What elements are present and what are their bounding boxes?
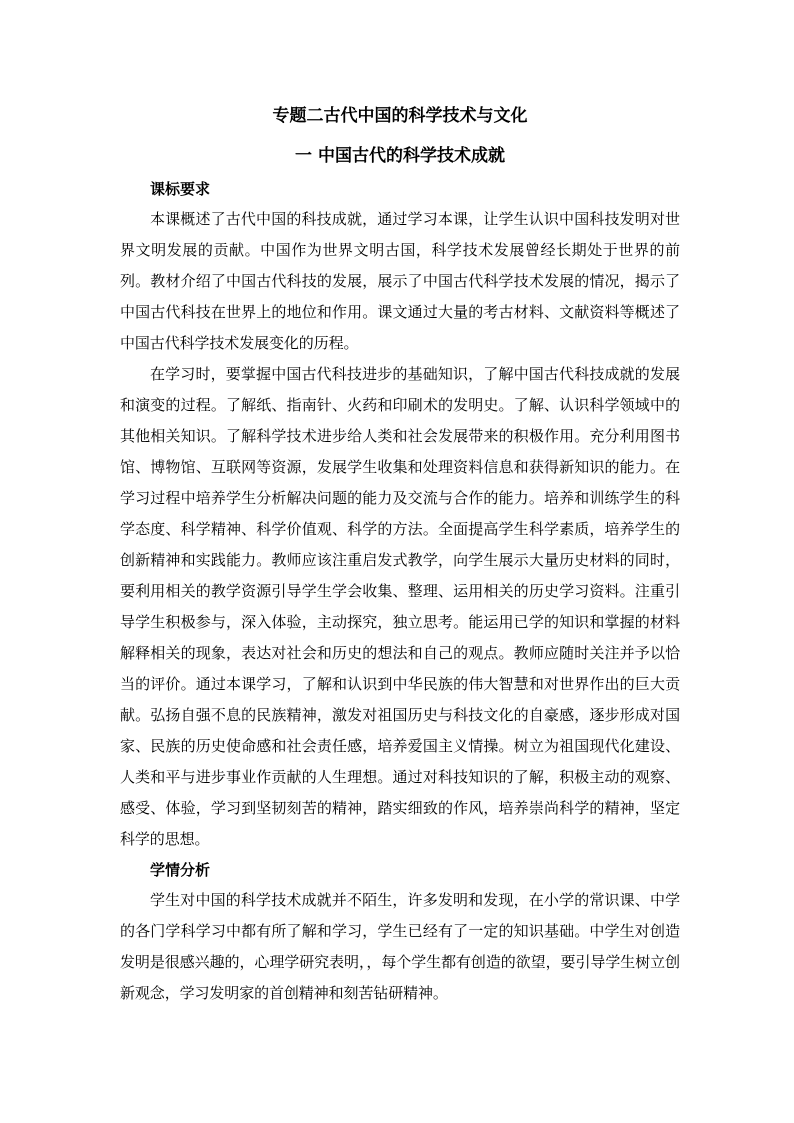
paragraph: 在学习时，要掌握中国古代科技进步的基础知识，了解中国古代科技成就的发展和演变的过程。了解纸、指南针、火药和印刷术的发明史。了解、认识科学领域中的其他相关知识。了解科学技术进步给人类和社会发展带来的积极作用。充分利用图书馆、博物馆、互联网等资源，发展学生收集和处理资料信息和获得新知识的能力。在学习过程中培养学生分析解决问题的能力及交流与合作的能力。培养和训练学生的科学态度、科学精神、科学价值观、科学的方法。全面提高学生科学素质，培养学生的创新精神和实践能力。教师应该注重启发式教学，向学生展示大量历史材料的同时，要利用相关的教学资源引导学生学会收集、整理、运用相关的历史学习资料。注重引导学生积极参与，深入体验，主动探究，独立思考。能运用已学的知识和掌握的材料解释相关的现象，表达对社会和历史的想法和自己的观点。教师应随时关注并予以恰当的评价。通过本课学习，了解和认识到中华民族的伟大智慧和对世界作出的巨大贡献。弘扬自强不息的民族精神，激发对祖国历史与科技文化的自豪感，逐步形成对国家、民族的历史使命感和社会责任感，培养爱国主义情操。树立为祖国现代化建设、人类和平与进步事业作贡献的人生理想。通过对科技知识的了解，积极主动的观察、感受、体验，学习到坚韧刻苦的精神，踏实细致的作风，培养崇尚科学的精神，坚定科学的思想。 xyxy=(120,365,680,848)
document-title: 专题二古代中国的科学技术与文化 xyxy=(272,106,528,126)
section-heading: 课标要求 xyxy=(150,180,211,198)
section-curriculum-requirements xyxy=(120,174,680,855)
document-page xyxy=(120,98,680,1009)
section-heading: 学情分析 xyxy=(150,861,211,879)
section-student-analysis xyxy=(120,855,680,1009)
paragraph: 学生对中国的科学技术成就并不陌生，许多发明和发现，在小学的常识课、中学的各门学科学习中都有所了解和学习，学生已经有了一定的知识基础。中学生对创造发明是很感兴趣的，心理学研究表明，，每个学生都有创造的欲望，要引导学生树立创新观念，学习发明家的首创精神和刻苦钻研精神。 xyxy=(120,891,680,1002)
paragraph: 本课概述了古代中国的科技成就，通过学习本课，让学生认识中国科技发明对世界文明发展的贡献。中国作为世界文明古国，科学技术发展曾经长期处于世界的前列。教材介绍了中国古代科技的发展，展示了中国古代科学技术发展的情况，揭示了中国古代科技在世界上的地位和作用。课文通过大量的考古材料、文献资料等概述了中国古代科学技术发展变化的历程。 xyxy=(120,210,680,352)
lesson-title: 一 中国古代的科学技术成就 xyxy=(295,146,505,166)
